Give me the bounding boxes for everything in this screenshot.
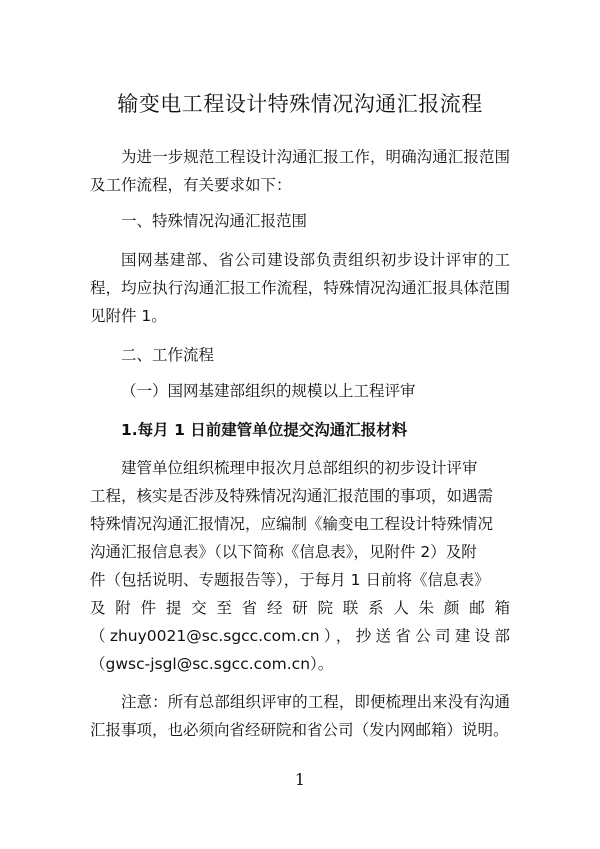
item-1-heading: 1.每月 1 日前建管单位提交沟通汇报材料 <box>121 421 408 439</box>
section-1-body: 国网基建部、省公司建设部负责组织初步设计评审的工程，均应执行沟通汇报工作流程，特殊情况沟通汇报具体范围见附件 1。 <box>90 251 510 325</box>
item-1-line: 件（包括说明、专题报告等），于每月 1 日前将《信息表》 <box>90 571 490 589</box>
section-2-heading: 二、工作流程 <box>121 346 215 364</box>
note-paragraph: 注意：所有总部组织评审的工程，即便梳理出来没有沟通汇报事项，也必须向省经研院和省公司（发内网邮箱）说明。 <box>90 693 510 739</box>
item-1-line-email-2: （gwsc-jsgl@sc.sgcc.com.cn）。 <box>90 655 334 673</box>
item-1-line: 工程，核实是否涉及特殊情况沟通汇报范围的事项，如遇需 <box>90 487 494 505</box>
item-1-line: 沟通汇报信息表》（以下简称《信息表》，见附件 2）及附 <box>90 543 477 561</box>
item-1-line: 建管单位组织梳理申报次月总部组织的初步设计评审 <box>121 459 478 477</box>
intro-paragraph: 为进一步规范工程设计沟通汇报工作，明确沟通汇报范围及工作流程，有关要求如下： <box>90 148 510 194</box>
item-1-line-email-1: （zhuy0021@sc.sgcc.com.cn），抄送省公司建设部 <box>90 627 510 645</box>
item-1-line: 及附件提交至省经研院联系人朱颜邮箱 <box>90 599 510 617</box>
page-number: 1 <box>294 770 306 789</box>
document-title: 输变电工程设计特殊情况沟通汇报流程 <box>117 92 483 116</box>
item-1-line: 特殊情况沟通汇报情况，应编制《输变电工程设计特殊情况 <box>90 515 494 533</box>
section-1-heading: 一、特殊情况沟通汇报范围 <box>121 212 308 230</box>
subsection-1-heading: （一）国网基建部组织的规模以上工程评审 <box>121 382 416 400</box>
